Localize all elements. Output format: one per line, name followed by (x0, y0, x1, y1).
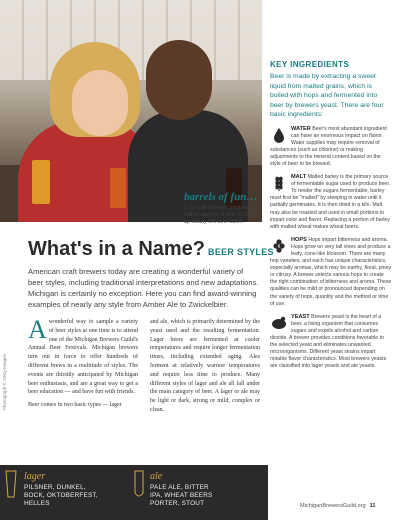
ale-style-line: IPA, WHEAT BEERS (150, 492, 213, 499)
caption-text: U.S. craft brewers produced 8.5 million barrels of beer in 2008, up nearly 6% over 2007. (184, 205, 262, 225)
drop-cap: A (28, 315, 47, 344)
lager-style-line: HELLES (24, 500, 50, 507)
section-tag: BEER STYLES (208, 247, 274, 257)
photo-credit: Photograph © Getty Images (2, 354, 7, 410)
ingredient-malt (270, 174, 392, 231)
lager-styles (24, 484, 98, 508)
footer-site-link[interactable]: MichiganBrewersGuild.org (300, 503, 366, 509)
ingredient-water (270, 126, 392, 169)
ale-glass-icon (132, 469, 146, 499)
ingredient-hops (270, 237, 392, 308)
ale-style-line: PALE ALE, BITTER (150, 484, 209, 491)
water-drop-icon (270, 126, 288, 144)
body-paragraph: Beer comes in two basic types — lager (28, 402, 122, 409)
ingredient-text: Brewers yeast is the heart of a beer, a living organism that consumes sugars and expels alcohol and carbon dioxide. A brewer provides conditions favorable to the selected yeast and eliminates unwanted microorganisms. Different yeast strains impart notable flavor characteristics. Most brewers yeasts are classified into lager yeasts and ale yeasts. (270, 313, 387, 370)
body-paragraph: and ale, which is primarily determined by the yeast used and the resulting fermentation. Lager beers are fermented at cooler temperatures and require longer fermentation times, including extended aging. Ales ferment at relatively warmer temperatures and require less time to produce. Many different styles of lager and ale all fall under the main category of beer. A lager or ale may be light or dark, strong or mild, complex or clean. (150, 319, 260, 413)
lager-title: lager (24, 471, 46, 482)
wheat-icon (270, 174, 288, 192)
body-column-2 (150, 318, 260, 419)
beer-types-band (0, 465, 268, 520)
photo-caption (184, 191, 264, 226)
page-footer (300, 503, 376, 509)
ale-styles (150, 484, 213, 508)
yeast-icon (270, 314, 288, 332)
lager-glass-icon (4, 469, 18, 499)
ingredient-text: Beer's most abundant ingredient can have an enormous impact on flavor. Water supplies may require removal of substances (such as chlorine) or making adjustments to the mineral content based on the style of beer to be brewed. (270, 125, 387, 167)
article-headline (28, 238, 274, 261)
ingredient-yeast (270, 314, 392, 371)
ingredient-name: HOPS (291, 236, 307, 243)
sidebar-intro: Beer is made by extracting a sweet liquid from malted grains, which is boiled with hops and fermented into beer by brewers yeast. There are four basic ingredients: (270, 73, 384, 118)
ale-group (150, 471, 213, 508)
lager-group (24, 471, 98, 508)
caption-title: barrels of fun… (184, 191, 258, 203)
ingredient-name: YEAST (291, 313, 310, 320)
ale-style-line: PORTER, STOUT (150, 500, 205, 507)
headline-title: What's in a Name? (28, 238, 206, 260)
lager-style-line: PILSNER, DUNKEL, (24, 484, 86, 491)
couple-drinking-beer-photo (0, 0, 262, 222)
body-column-1 (28, 315, 138, 414)
ingredient-text: Malted barley is the primary source of fermentable sugar used to produce beer. To render the sugars fermentable, barley must first be "malted" by steeping in water until it partially germinates. It is then dried in a kiln. Malt may also be roasted and used in small portions to impart color and flavor. Replacing a portion of barley with malted wheat makes wheat beers. (270, 174, 391, 230)
sidebar-heading: KEY INGREDIENTS (270, 60, 350, 69)
page-number: 11 (369, 503, 376, 509)
ingredient-name: WATER (291, 125, 311, 132)
key-ingredients-sidebar (270, 60, 392, 377)
ingredient-name: MALT (291, 174, 307, 181)
lager-style-line: BOCK, OKTOBERFEST, (24, 492, 98, 499)
article-deck: American craft brewers today are creating a wonderful variety of beer styles, including traditional interpretations and new adaptations. Michigan is certainly no exception. Here you can find award-winning examples of nearly any style from Amber Ale to Zwickelbier. (28, 267, 259, 309)
hops-icon (270, 237, 288, 255)
ale-title: ale (150, 471, 163, 482)
body-paragraph: wonderful way to sample a variety of beer styles at one time is to attend one of the Michigan Brewers Guild's Annual Beer Festivals. Michigan brewers turn out in force to offer hundreds of different brews in a multitude of styles. The events are thirstily anticipated by Michigan beer enthusiasts, and are a great way to get a beer education — and have fun with friends. (28, 319, 138, 396)
ingredient-text: Hops impart bitterness and aroma. Hops grow on very tall vines and produce a leafy, cone-like blossom. There are many hop varieties, and each has unique characteristics, especially aromas, which may be earthy, floral, piney or citrusy. A brewer selects various hops to create the right combination of bitterness and aroma. These qualities can be mild or pronounced depending on the variety of hops, quantity and the method or time of use. (270, 236, 392, 307)
